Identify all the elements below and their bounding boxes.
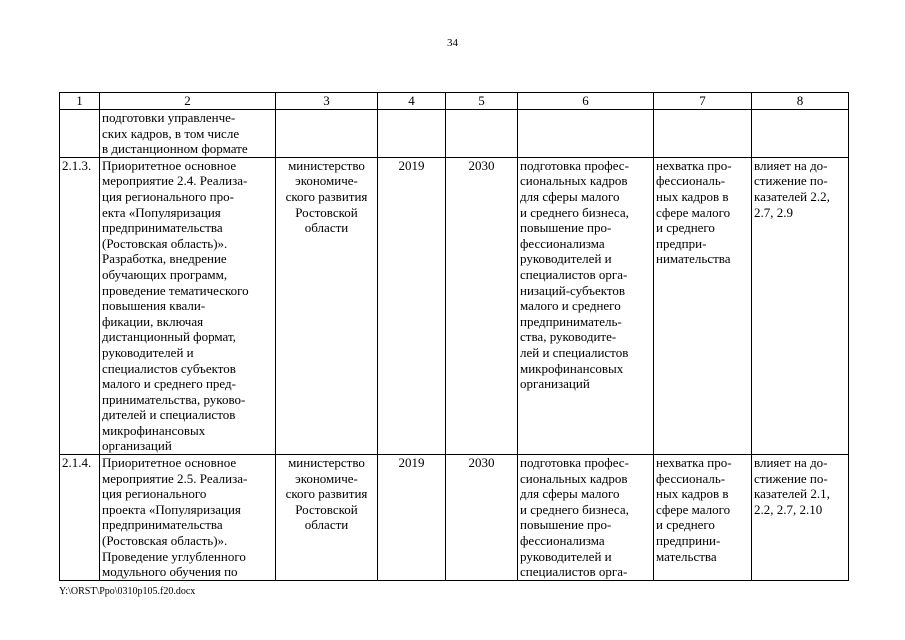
end-year-cell: 2030: [446, 157, 518, 454]
measure-cell: подготовки управленче- ских кадров, в том числе в дистанционном формате: [100, 110, 276, 158]
indicator-link-cell: влияет на до- стижение по- казателей 2.1, 2.2, 2.7, 2.10: [752, 455, 849, 581]
header-cell: 1: [60, 93, 100, 110]
header-cell: 5: [446, 93, 518, 110]
start-year-cell: [378, 110, 446, 158]
executor-cell: [276, 110, 378, 158]
header-cell: 7: [654, 93, 752, 110]
result-cell: [518, 110, 654, 158]
row-number: 2.1.4.: [60, 455, 100, 581]
measures-table: [59, 92, 849, 581]
executor-cell: министерство экономиче- ского развития Ростовской области: [276, 157, 378, 454]
header-cell: 6: [518, 93, 654, 110]
measure-cell: Приоритетное основное мероприятие 2.4. Реализа- ция регионального про- екта «Популяризация предпринимательства (Ростовская область)». Разработка, внедрение обучающих программ, проведение тематического повышения квали- фикации, включая дистанционный формат, руководителей и специалистов субъектов малого и среднего пред- принимательства, руково- дителей и специалистов микрофинансовых организаций: [100, 157, 276, 454]
header-cell: 8: [752, 93, 849, 110]
consequence-cell: нехватка про- фессиональ- ных кадров в сфере малого и среднего предпри- нимательства: [654, 157, 752, 454]
measure-cell: Приоритетное основное мероприятие 2.5. Реализа- ция регионального проекта «Популяризация предпринимательства (Ростовская область)». Проведение углубленного модульного обучения по: [100, 455, 276, 581]
start-year-cell: 2019: [378, 157, 446, 454]
header-cell: 3: [276, 93, 378, 110]
row-number: 2.1.3.: [60, 157, 100, 454]
header-cell: 4: [378, 93, 446, 110]
header-row: [60, 93, 849, 110]
start-year-cell: 2019: [378, 455, 446, 581]
end-year-cell: [446, 110, 518, 158]
executor-cell: министерство экономиче- ского развития Ростовской области: [276, 455, 378, 581]
table-row: [60, 455, 849, 581]
file-path-footer: Y:\ORST\Ppo\0310p105.f20.docx: [59, 586, 196, 597]
table-row: [60, 157, 849, 454]
indicator-link-cell: влияет на до- стижение по- казателей 2.2, 2.7, 2.9: [752, 157, 849, 454]
consequence-cell: [654, 110, 752, 158]
row-number: [60, 110, 100, 158]
header-cell: 2: [100, 93, 276, 110]
result-cell: подготовка профес- сиональных кадров для сферы малого и среднего бизнеса, повышение про- фессионализма руководителей и специалистов орга-: [518, 455, 654, 581]
result-cell: подготовка профес- сиональных кадров для сферы малого и среднего бизнеса, повышение про- фессионализма руководителей и специалистов орга- низаций-субъектов малого и среднего предприниматель- ства, руководите- лей и специалистов микрофинансовых организаций: [518, 157, 654, 454]
table-row: [60, 110, 849, 158]
end-year-cell: 2030: [446, 455, 518, 581]
indicator-link-cell: [752, 110, 849, 158]
page-number: 34: [447, 37, 458, 49]
consequence-cell: нехватка про- фессиональ- ных кадров в сфере малого и среднего предприни- мательства: [654, 455, 752, 581]
